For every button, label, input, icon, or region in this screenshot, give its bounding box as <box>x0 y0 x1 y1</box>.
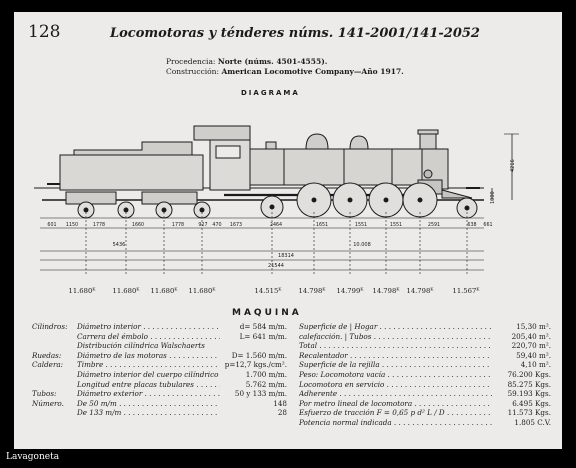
spec-value: 6.495 Kgs. <box>512 398 551 408</box>
spec-row <box>32 408 287 418</box>
wheel-hub <box>124 208 128 212</box>
wheel-hub <box>84 208 88 212</box>
spec-label: Diámetro exterior . . . <box>77 389 220 399</box>
spec-category <box>32 408 77 418</box>
spec-value: 148 <box>273 398 287 408</box>
segment-dimension: 1551 <box>389 223 403 228</box>
segment-dimension: 2464 <box>269 223 283 228</box>
spec-value: 205,40 m². <box>511 331 551 341</box>
spec-row <box>32 370 287 380</box>
spec-label: Diámetro de las motoras . . . <box>77 351 220 361</box>
spec-label: Potencia normal indicada . . . <box>299 418 492 428</box>
axle-load: 14.515ᴷ <box>254 287 282 295</box>
segment-dimension: 661 <box>483 223 493 228</box>
group-dimension: 21544 <box>268 263 284 269</box>
spec-row <box>299 370 551 380</box>
spec-value: 1.805 C.V. <box>514 417 551 427</box>
page-title: Locomotoras y ténderes núms. 141-2001/141-2052 <box>110 26 480 41</box>
spec-row <box>299 380 551 390</box>
spec-row <box>32 389 287 399</box>
spec-label: Esfuerzo de tracción F = 0,65 p d² L / D . . . <box>299 408 492 418</box>
maquina-heading: MAQUINA <box>232 308 302 318</box>
axle-load: 14.798ᴷ <box>372 287 400 295</box>
group-dimensions <box>113 242 371 269</box>
spec-label: Diámetro interior del cuerpo cilíndrico . . . <box>77 370 220 380</box>
spec-row <box>32 399 287 409</box>
axle-load: 14.798ᴷ <box>406 287 434 295</box>
spec-row <box>299 322 551 332</box>
group-dimension: 18314 <box>278 253 294 259</box>
spec-value: 50 y 133 m/m. <box>234 389 287 399</box>
wheel-hub <box>162 208 166 212</box>
locomotive-origin: Procedencia: Norte (núms. 4501-4555). Construcción: American Locomotive Company—Año 1917. <box>166 57 404 76</box>
spec-value: L= 641 m/m. <box>239 331 287 341</box>
spec-row <box>32 360 287 370</box>
specs-left-column <box>32 322 287 418</box>
wheel-hub <box>270 205 274 209</box>
specs-right-column <box>299 322 551 428</box>
spec-value: 59,40 m². <box>516 350 551 360</box>
axle-load: 14.798ᴷ <box>298 287 326 295</box>
segment-dimension: 1673 <box>229 223 243 228</box>
spec-category <box>32 380 77 390</box>
spec-category: Tubos: <box>32 389 57 399</box>
segment-dimension: 927 <box>198 223 208 228</box>
page-number: 128 <box>28 22 61 42</box>
spec-label: Distribución cilíndrica Walschaerts <box>77 341 205 351</box>
segment-dimension: 1778 <box>171 223 185 228</box>
spec-row <box>299 360 551 370</box>
spec-row <box>299 351 551 361</box>
spec-category <box>32 332 77 342</box>
spec-label: De 133 m/m . . . <box>77 408 220 418</box>
segment-dimensions <box>47 222 492 228</box>
axle-load: 11.680ᴷ <box>150 287 178 295</box>
wheel-hub <box>384 198 388 202</box>
wheel-hub <box>418 198 422 202</box>
spec-value: 1.700 m/m. <box>245 369 287 379</box>
spec-value: 15,30 m². <box>516 322 551 331</box>
spec-value: D= 1.560 m/m. <box>231 350 287 360</box>
spec-category <box>32 370 77 380</box>
spec-label: Adherente . . . <box>299 389 492 399</box>
wheel-hub <box>200 208 204 212</box>
group-dimension: 10.008 <box>353 242 371 248</box>
diagram-heading: DIAGRAMA <box>241 89 300 97</box>
spec-value: 28 <box>277 408 287 418</box>
spec-value: p=12,7 kgs./cm². <box>224 360 287 370</box>
spec-value: 59.193 Kgs. <box>507 389 551 399</box>
axle-loads <box>69 287 481 295</box>
spec-label: Superficie de | Hogar . . . <box>299 322 492 332</box>
spec-value: d= 584 m/m. <box>239 322 287 331</box>
segment-dimension: 1150 <box>65 223 79 228</box>
spec-row <box>32 322 287 332</box>
spec-label: De 50 m/m . . . <box>77 399 220 409</box>
spec-row <box>299 341 551 351</box>
segment-dimension: 1660 <box>131 223 145 228</box>
spec-label: Longitud entre placas tubulares . . . <box>77 380 220 390</box>
segment-dimension: 1551 <box>354 223 368 228</box>
spec-category: Número. <box>32 398 64 408</box>
spec-label: Peso: Locomotora vacía . . . <box>299 370 492 380</box>
height-buffer-label: 1000 <box>490 191 496 204</box>
axle-load: 11.680ᴷ <box>188 287 216 295</box>
document-sheet <box>14 12 562 449</box>
segment-dimension: 1778 <box>92 223 106 228</box>
axle-load: 11.567ᴷ <box>452 287 480 295</box>
spec-label: Por metro lineal de locomotora . . . <box>299 399 492 409</box>
wheel-hub <box>465 206 469 210</box>
spec-value: 85.275 Kgs. <box>507 379 551 389</box>
spec-row <box>32 332 287 342</box>
axle-load: 11.680ᴷ <box>68 287 96 295</box>
watermark: Lavagoneta <box>6 452 60 462</box>
spec-category: Caldera: <box>32 360 64 370</box>
spec-value: 76.200 Kgs. <box>507 369 551 379</box>
spec-value: 11.573 Kgs. <box>507 408 551 418</box>
spec-row <box>32 341 287 351</box>
segment-dimension: 470 <box>212 223 222 228</box>
spec-label: Timbre . . . <box>77 360 220 370</box>
spec-category: Ruedas: <box>32 350 62 360</box>
height-main-label: 4216 <box>510 159 516 172</box>
spec-row <box>32 380 287 390</box>
spec-label: Carrera del émbolo . . . <box>77 332 220 342</box>
spec-value: 5.762 m/m. <box>245 379 287 389</box>
spec-value: 4,10 m². <box>520 360 551 370</box>
spec-value: 220,70 m². <box>511 341 551 351</box>
segment-dimension: 1651 <box>315 223 329 228</box>
axle-load: 14.799ᴷ <box>336 287 364 295</box>
wheel-hub <box>348 198 352 202</box>
spec-row <box>299 418 551 428</box>
axle-load: 11.680ᴷ <box>112 287 140 295</box>
spec-category: Cilindros: <box>32 322 68 331</box>
spec-row <box>32 351 287 361</box>
group-dimension: 5436 <box>112 242 126 248</box>
spec-row <box>299 332 551 342</box>
segment-dimension: 2591 <box>427 223 441 228</box>
spec-label: Recalentador . . . <box>299 351 492 361</box>
spec-label: Diámetro interior . . . <box>77 322 220 332</box>
spec-category <box>32 341 77 351</box>
spec-label: Superficie de la rejilla . . . <box>299 360 492 370</box>
segment-dimension: 638 <box>467 223 477 228</box>
locomotive-diagram <box>14 12 562 312</box>
segment-dimension: 601 <box>47 223 57 228</box>
spec-label: Total . . . <box>299 341 492 351</box>
spec-label: calefacción. | Tubos . . . <box>299 332 492 342</box>
wheel-hub <box>312 198 316 202</box>
spec-value <box>220 341 287 351</box>
spec-row <box>299 408 551 418</box>
spec-row <box>299 399 551 409</box>
spec-label: Locomotora en servicio . . . <box>299 380 492 390</box>
spec-row <box>299 389 551 399</box>
